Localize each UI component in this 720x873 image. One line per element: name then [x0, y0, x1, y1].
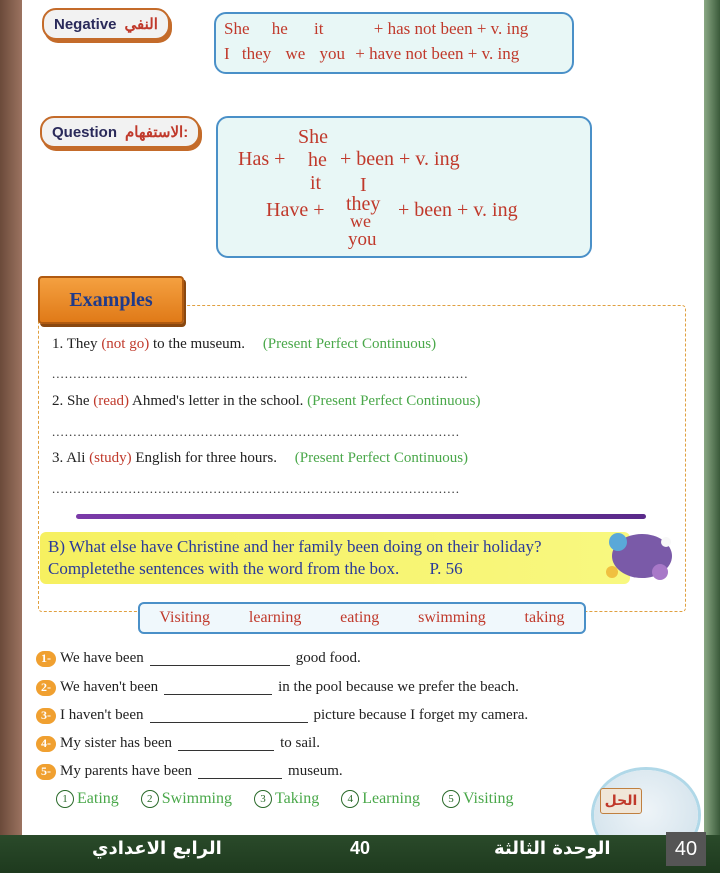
section-b-line1: B) What else have Christine and her family been doing on their holiday?	[48, 537, 542, 556]
example-1: 1. They (not go) to the museum. (Present Perfect Continuous)	[52, 336, 437, 352]
paint-splash-decoration	[596, 528, 678, 586]
examples-title: Examples	[69, 288, 153, 311]
section-divider	[76, 514, 646, 519]
footer-grade: الرابع الاعدادي	[92, 838, 222, 859]
page-frame-left	[0, 0, 22, 873]
sentence-4: 4- My sister has been to sail.	[36, 735, 320, 752]
word-box-item: swimming	[418, 609, 486, 626]
sentence-4-blank[interactable]	[178, 736, 274, 751]
word-box-item: learning	[248, 609, 302, 626]
answer-item: 1 Eating	[56, 790, 119, 808]
sentence-1: 1- We have been good food.	[36, 650, 361, 667]
question-formula-box: She Has + he + been + v. ing it I Have + they + been + v. ing we you	[216, 116, 592, 258]
example-2-answer-dots[interactable]: ................................................................................................	[52, 424, 460, 439]
example-3-answer-dots[interactable]: ................................................................................................	[52, 481, 460, 496]
negative-label-ar: النفي	[124, 16, 158, 33]
answers-row	[56, 790, 536, 808]
question-label	[40, 116, 200, 148]
sentence-5-blank[interactable]	[198, 764, 282, 779]
word-box	[138, 602, 586, 634]
question-label-en: Question	[52, 124, 118, 141]
example-3: 3. Ali (study) English for three hours. (Present Perfect Continuous)	[52, 450, 469, 466]
answer-item: 4 Learning	[341, 790, 420, 808]
sentence-5: 5- My parents have been museum.	[36, 763, 343, 780]
word-box-item: taking	[524, 609, 565, 626]
answer-item: 5 Visiting	[442, 790, 514, 808]
example-2: 2. She (read) Ahmed's letter in the school. (Present Perfect Continuous)	[52, 393, 481, 409]
sentence-3: 3- I haven't been picture because I forget my camera.	[36, 707, 528, 724]
question-label-ar: الاستفهام:	[125, 124, 189, 141]
page-number-badge: 40	[666, 832, 706, 866]
footer-page-number: 40	[350, 838, 371, 858]
sentence-2-blank[interactable]	[164, 680, 272, 695]
negative-formula-box	[214, 12, 574, 74]
footer-unit: الوحدة الثالثة	[494, 838, 611, 859]
answer-item: 3 Taking	[254, 790, 319, 808]
examples-title-tag	[38, 276, 184, 324]
sentence-3-blank[interactable]	[150, 708, 308, 723]
section-b-line2: Completethe sentences with the word from the box. P. 56	[48, 559, 463, 578]
word-box-item: eating	[340, 609, 380, 626]
negative-label-en: Negative	[54, 16, 117, 33]
negative-label	[42, 8, 170, 40]
page-frame-right	[704, 0, 720, 873]
example-1-answer-dots[interactable]: ..................................................................................................	[52, 366, 469, 381]
negative-row1: She he it + has not been + v. ing	[224, 19, 529, 38]
negative-row2: I they we you + have not been + v. ing	[224, 44, 520, 63]
word-box-item: Visiting	[159, 609, 211, 626]
sentence-2: 2- We haven't been in the pool because we prefer the beach.	[36, 679, 519, 696]
sentence-1-blank[interactable]	[150, 651, 290, 666]
solution-label: الحل	[600, 788, 642, 814]
answer-item: 2 Swimming	[141, 790, 232, 808]
